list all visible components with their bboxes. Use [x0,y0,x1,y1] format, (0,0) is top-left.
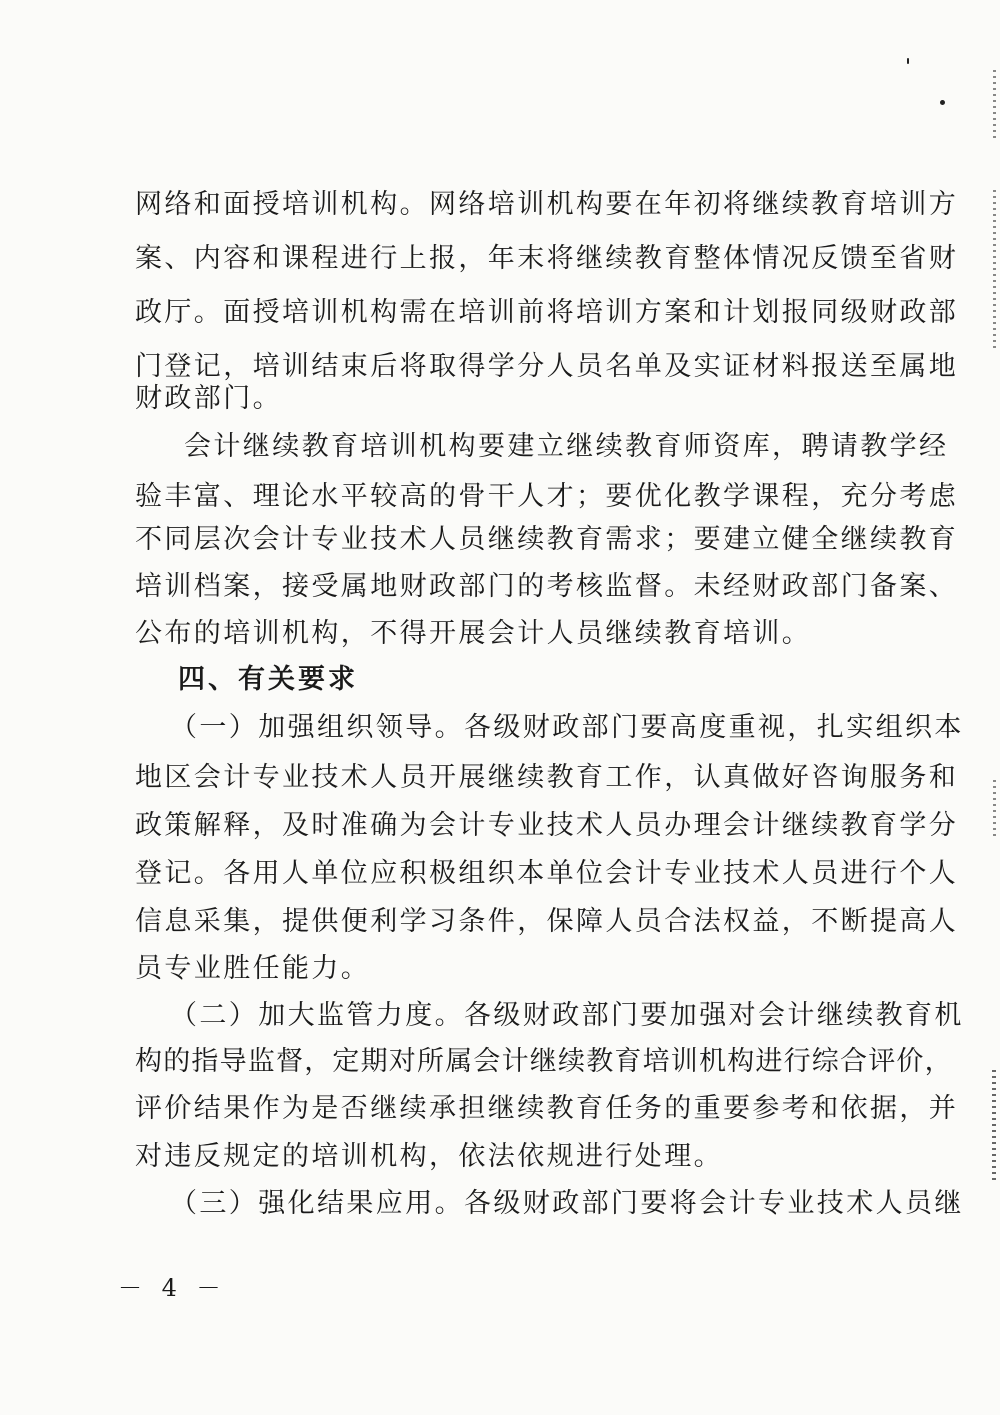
text-line: 登记。各用人单位应积极组织本单位会计专业技术人员进行个人 [135,858,959,889]
page-number: － 4 － [118,1274,227,1302]
text-line: 构的指导监督，定期对所属会计继续教育培训机构进行综合评价， [135,1046,953,1077]
text-line: 政策解释，及时准确为会计专业技术人员办理会计继续教育学分 [135,810,959,841]
text-line: 不同层次会计专业技术人员继续教育需求；要建立健全继续教育 [135,524,959,555]
text-line: 评价结果作为是否继续承担继续教育任务的重要参考和依据，并 [135,1093,959,1124]
scan-speck [940,100,945,105]
text-line: 地区会计专业技术人员开展继续教育工作，认真做好咨询服务和 [135,762,959,793]
text-line: （三）强化结果应用。各级财政部门要将会计专业技术人员继 [170,1188,964,1219]
text-line: 案、内容和课程进行上报，年末将继续教育整体情况反馈至省财 [135,243,959,274]
text-line: 政厅。面授培训机构需在培训前将培训方案和计划报同级财政部 [135,297,959,328]
scan-edge-mark [993,70,996,140]
text-line: 公布的培训机构，不得开展会计人员继续教育培训。 [135,618,812,649]
text-line: 信息采集，提供便利学习条件，保障人员合法权益，不断提高人 [135,906,959,937]
scan-edge-mark [993,190,996,350]
text-line: 对违反规定的培训机构，依法依规进行处理。 [135,1141,723,1172]
text-line: 员专业胜任能力。 [135,953,371,984]
scan-edge-mark [992,1070,996,1180]
section-heading: 四、有关要求 [178,664,358,695]
text-line: 门登记，培训结束后将取得学分人员名单及实证材料报送至属地 [135,351,959,382]
text-line: 培训档案，接受属地财政部门的考核监督。未经财政部门备案、 [135,571,959,602]
text-line: （二）加大监管力度。各级财政部门要加强对会计继续教育机 [170,1000,964,1031]
scan-edge-mark [993,780,996,840]
scan-speck [907,58,909,64]
text-line: 财政部门。 [135,383,282,414]
text-line: （一）加强组织领导。各级财政部门要高度重视，扎实组织本 [170,712,964,743]
text-line: 网络和面授培训机构。网络培训机构要在年初将继续教育培训方 [135,189,959,220]
text-line: 会计继续教育培训机构要建立继续教育师资库，聘请教学经 [184,431,949,462]
text-line: 验丰富、理论水平较高的骨干人才；要优化教学课程，充分考虑 [135,481,959,512]
